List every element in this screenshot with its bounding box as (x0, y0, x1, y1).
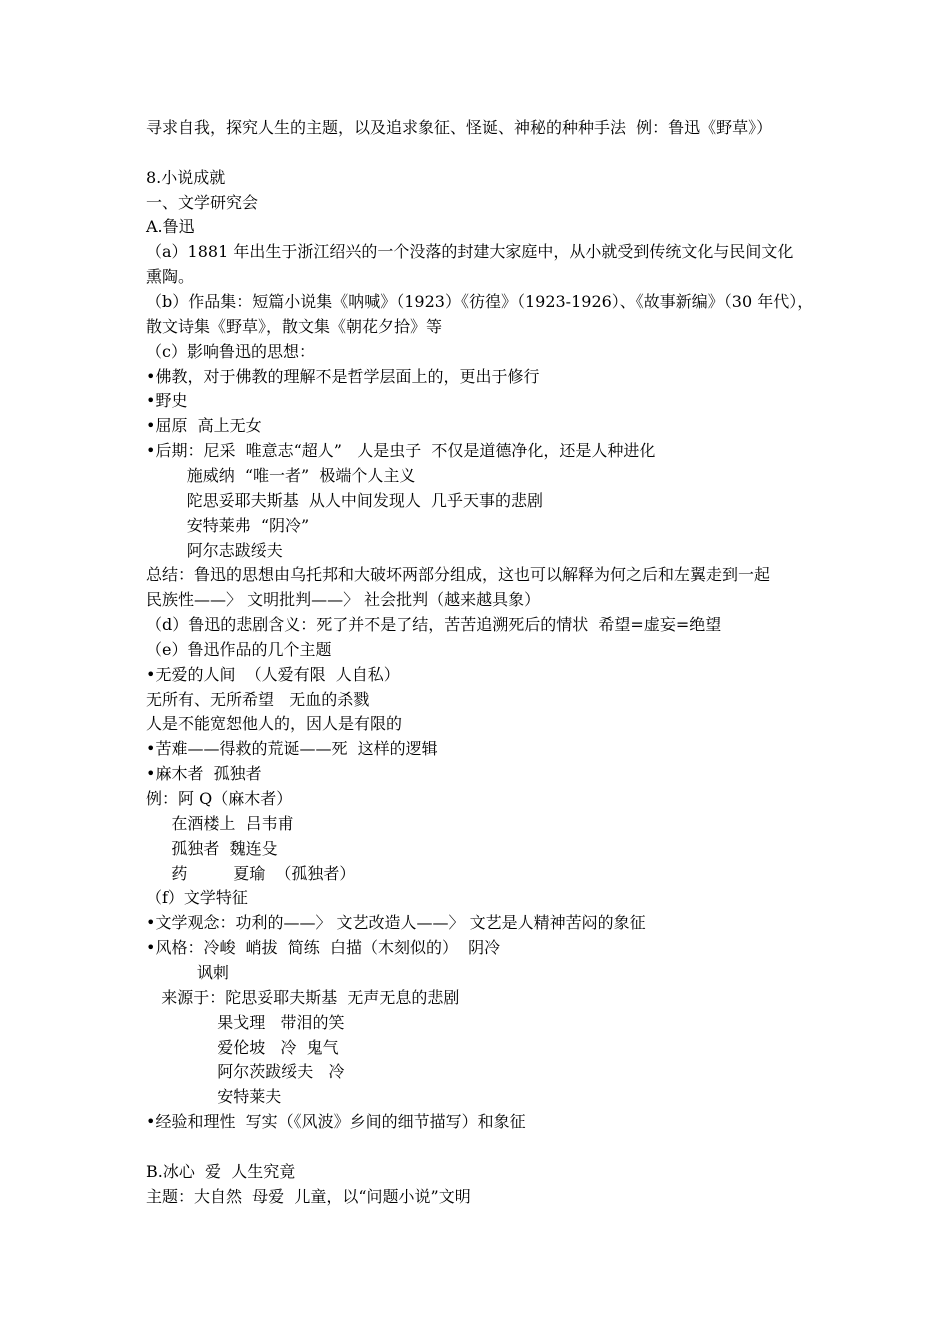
text-line: 一、文学研究会 (146, 192, 259, 212)
text-line: 熏陶。 (146, 267, 195, 287)
text-line: 施威纳 “唯一者” 极端个人主义 (146, 465, 416, 485)
text-line: 在酒楼上 吕韦甫 (146, 813, 294, 833)
text-line: •经验和理性 写实（《风波》乡间的细节描写）和象征 (146, 1112, 526, 1131)
text-line: •屈原 高上无女 (146, 416, 262, 436)
text-line: （e）鲁迅作品的几个主题 (146, 639, 332, 659)
text-line: 陀思妥耶夫斯基 从人中间发现人 几乎天事的悲剧 (146, 490, 544, 510)
text-line: 寻求自我，探究人生的主题，以及追求象征、怪诞、神秘的种种手法 例：鲁迅《野草》） (146, 118, 773, 137)
text-line: 无所有、无所希望 无血的杀戮 (146, 689, 370, 709)
text-line: •苦难——得救的荒诞——死 这样的逻辑 (146, 739, 438, 759)
text-line: •麻木者 孤独者 (146, 764, 262, 784)
text-line: 孤独者 魏连殳 (146, 838, 278, 858)
text-line: 8.小说成就 (146, 167, 226, 187)
text-line: •野史 (146, 391, 188, 411)
text-line: •无爱的人间 （人爱有限 人自私） (146, 664, 400, 684)
text-line: （d）鲁迅的悲剧含义：死了并不是了结，苦苦追溯死后的情状 希望=虚妄=绝望 (146, 615, 722, 634)
text-line: 阿尔志跋绥夫 (146, 540, 283, 560)
text-line: （f）文学特征 (146, 888, 248, 908)
text-line: 主题：大自然 母爱 儿童，以“问题小说”文明 (146, 1186, 471, 1206)
text-line: （c）影响鲁迅的思想： (146, 341, 315, 361)
text-line: 民族性——〉 文明批判——〉 社会批判（越来越具象） (146, 590, 541, 610)
text-line: （a）1881 年出生于浙江绍兴的一个没落的封建大家庭中，从小就受到传统文化与民间文化 (146, 242, 794, 262)
text-line: 总结：鲁迅的思想由乌托邦和大破坏两部分组成，这也可以解释为何之后和左翼走到一起 (146, 565, 771, 585)
text-line: •佛教，对于佛教的理解不是哲学层面上的，更出于修行 (146, 366, 540, 386)
text-line: 来源于：陀思妥耶夫斯基 无声无息的悲剧 (146, 987, 460, 1007)
text-line: A.鲁迅 (146, 217, 195, 237)
text-line: B.冰心 爱 人生究竟 (146, 1161, 296, 1181)
text-line: •文学观念：功利的——〉 文艺改造人——〉 文艺是人精神苦闷的象征 (146, 913, 646, 933)
text-line: 爱伦坡 冷 鬼气 (146, 1037, 339, 1057)
text-line: •后期：尼采 唯意志“超人” 人是虫子 不仅是道德净化，还是人种进化 (146, 441, 656, 461)
text-line: 药 夏瑜 （孤独者） (146, 863, 356, 883)
text-line: 散文诗集《野草》，散文集《朝花夕拾》等 (146, 316, 443, 336)
text-line: 人是不能宽恕他人的，因人是有限的 (146, 714, 403, 734)
text-line: 果戈理 带泪的笑 (146, 1012, 345, 1032)
text-line: （b）作品集：短篇小说集《呐喊》（1923）《彷徨》（1923-1926）、《故事新编》（30 年代）， (146, 292, 814, 311)
text-line: 例：阿 Q（麻木者） (146, 789, 293, 808)
text-line: 讽刺 (146, 962, 229, 982)
text-line: 安特莱弗 “阴冷” (146, 515, 310, 535)
text-line: 阿尔茨跋绥夫 冷 (146, 1062, 345, 1082)
text-line: •风格：冷峻 峭拔 简练 白描（木刻似的） 阴冷 (146, 938, 501, 958)
text-line: 安特莱夫 (146, 1087, 282, 1107)
